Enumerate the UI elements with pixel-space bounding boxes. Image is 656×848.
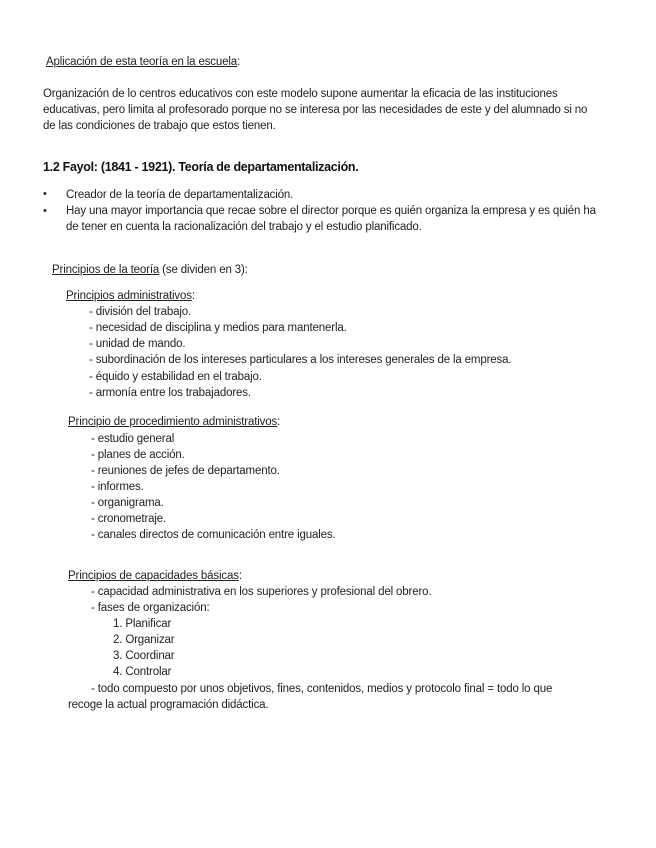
subsection-title-text: Principios administrativos <box>66 290 192 302</box>
principios-title <box>52 264 248 276</box>
bullet-item-1: Creador de la teoría de departamentalización. <box>66 189 294 201</box>
bullet-item-2: Hay una mayor importancia que recae sobre el director porque es quién organiza la empresa y es quién ha <box>66 205 596 217</box>
list-item: - informes. <box>91 481 144 493</box>
list-item: - unidad de mando. <box>89 338 186 350</box>
list-item: - capacidad administrativa en los superiores y profesional del obrero. <box>91 586 432 598</box>
fase-item: 3. Coordinar <box>113 650 175 662</box>
list-item: - estudio general <box>91 433 175 445</box>
paragraph-line-2: educativas, pero limita al profesorado porque no se interesa por las necesidades de este y del alumnado si no <box>43 104 588 116</box>
subsection-title-capacidades <box>68 570 242 582</box>
list-item: - cronometraje. <box>91 513 167 525</box>
fase-item: 4. Controlar <box>113 666 172 678</box>
fase-item: 1. Planificar <box>113 618 172 630</box>
final-line-2: recoge la actual programación didáctica. <box>68 699 269 711</box>
principios-title-suffix: (se dividen en 3): <box>159 264 248 276</box>
list-item: - fases de organización: <box>91 602 210 614</box>
final-line-1: - todo compuesto por unos objetivos, fines, contenidos, medios y protocolo final = todo lo que <box>91 683 553 695</box>
bullet-marker: • <box>43 205 47 217</box>
list-item: - organigrama. <box>91 497 164 509</box>
section-title-aplicacion <box>46 56 240 68</box>
list-item: - planes de acción. <box>91 449 185 461</box>
fase-item: 2. Organizar <box>113 634 175 646</box>
subsection-colon: : <box>191 290 195 302</box>
list-item: - armonía entre los trabajadores. <box>89 387 251 399</box>
bullet-item-2-cont: de tener en cuenta la racionalización del trabajo y el estudio planificado. <box>66 221 422 233</box>
bullet-marker: • <box>43 188 47 200</box>
list-item: - subordinación de los intereses particulares a los intereses generales de la empresa. <box>89 354 512 366</box>
subsection-colon: : <box>277 416 281 428</box>
subsection-colon: : <box>238 570 242 582</box>
list-item: - división del trabajo. <box>89 306 192 318</box>
list-item: - reuniones de jefes de departamento. <box>91 465 280 477</box>
section-heading-fayol: 1.2 Fayol: (1841 - 1921). Teoría de departamentalización. <box>43 160 359 174</box>
paragraph-line-3: de las condiciones de trabajo que estos tienen. <box>43 120 276 132</box>
list-item: - necesidad de disciplina y medios para mantenerla. <box>89 322 347 334</box>
subsection-title-administrativos <box>66 290 195 302</box>
subsection-title-text: Principio de procedimiento administrativos <box>68 416 278 428</box>
subsection-title-text: Principios de capacidades básicas <box>68 570 239 582</box>
list-item: - canales directos de comunicación entre iguales. <box>91 529 336 541</box>
subsection-title-procedimiento <box>68 416 280 428</box>
title-colon: : <box>237 56 241 68</box>
section-title-text: Aplicación de esta teoría en la escuela <box>46 56 238 68</box>
principios-title-text: Principios de la teoría <box>52 264 160 276</box>
list-item: - équido y estabilidad en el trabajo. <box>89 371 262 383</box>
paragraph-line-1: Organización de lo centros educativos con este modelo supone aumentar la eficacia de las instituciones <box>43 88 558 100</box>
